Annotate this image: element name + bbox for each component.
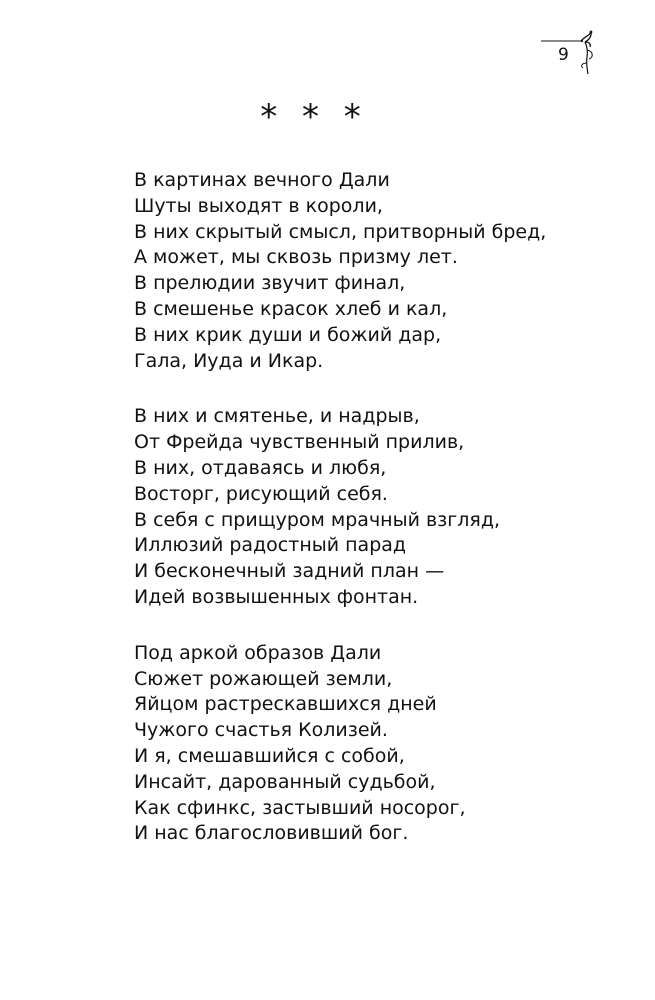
poem-line: И я, смешавшийся с собой,	[134, 744, 405, 767]
poem-line: В них и смятенье, и надрыв,	[134, 405, 420, 428]
poem-line: Яйцом растрескавшихся дней	[134, 693, 437, 716]
poem-line: В прелюдии звучит финал,	[134, 272, 406, 295]
poem-line: Инсайт, дарованный судьбой,	[134, 770, 436, 793]
poem-line: В них скрытый смысл, притворный бред,	[134, 220, 547, 243]
poem-line: От Фрейда чувственный прилив,	[134, 431, 465, 454]
poem-line: Гала, Иуда и Икар.	[134, 349, 324, 372]
stanza	[134, 404, 594, 610]
poem-line: В них, отдаваясь и любя,	[134, 456, 387, 479]
stanza	[134, 168, 594, 374]
poem-title: * * *	[260, 97, 368, 137]
poem-line: Под аркой образов Дали	[134, 641, 382, 664]
poem-line: В картинах вечного Дали	[134, 169, 390, 191]
poem-line: И бесконечный задний план —	[134, 560, 445, 583]
poem-line: Сюжет рожающей земли,	[134, 667, 393, 690]
poem-line: Шуты выходят в короли,	[134, 194, 383, 217]
poem-line: В себя с прищуром мрачный взгляд,	[134, 508, 501, 531]
poem-line: Идей возвышенных фонтан.	[134, 585, 419, 608]
page-number: 9	[558, 45, 569, 65]
poem-line: Чужого счастья Колизей.	[134, 719, 388, 742]
poem-line: А может, мы сквозь призму лет.	[134, 246, 458, 269]
poem-line: Как сфинкс, застывший носорог,	[134, 796, 466, 819]
stanza	[134, 641, 594, 847]
poem-line: В смешенье красок хлеб и кал,	[134, 297, 448, 320]
poem	[134, 97, 594, 877]
poem-line: Иллюзий радостный парад	[134, 534, 407, 557]
poem-line: В них крик души и божий дар,	[134, 323, 442, 346]
poem-line: И нас благословивший бог.	[134, 822, 409, 845]
poem-line: Восторг, рисующий себя.	[134, 482, 388, 505]
